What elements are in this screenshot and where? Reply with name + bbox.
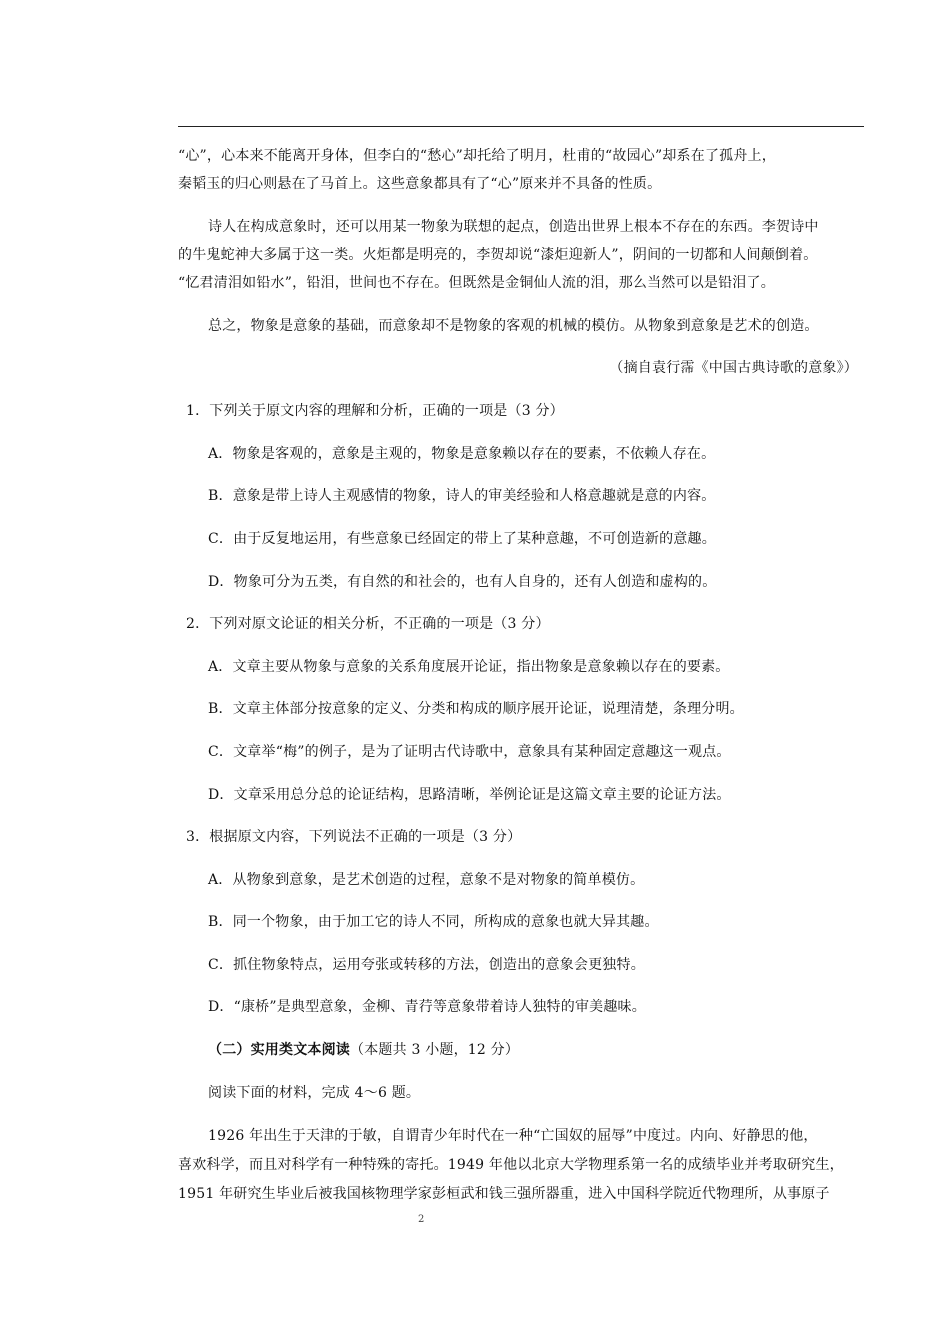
passage-line: 的牛鬼蛇神大多属于这一类。火炬都是明亮的，李贺却说“漆炬迎新人”，阴间的一切都和人间颠倒着。 [178,247,818,263]
passage-line: 总之，物象是意象的基础，而意象却不是物象的客观的机械的模仿。从物象到意象是艺术的创造。 [208,318,819,334]
question-option: A．文章主要从物象与意象的关系角度展开论证，指出物象是意象赖以存在的要素。 [208,659,730,675]
question-option: D．文章采用总分总的论证结构，思路清晰，举例论证是这篇文章主要的论证方法。 [208,787,731,803]
passage-line: 1951 年研究生毕业后被我国核物理学家彭桓武和钱三强所器重，进入中国科学院近代物理所，从事原子 [178,1186,830,1202]
passage-line: “心”，心本来不能离开身体，但李白的“愁心”却托给了明月，杜甫的“故园心”却系在了孤舟上， [178,148,776,164]
passage-line: 1926 年出生于天津的于敏，自谓青少年时代在一种“亡国奴的屈辱”中度过。内向、好静思的他， [208,1128,818,1144]
section-heading [208,1039,519,1059]
question-option: C．由于反复地运用，有些意象已经固定的带上了某种意趣，不可创造新的意趣。 [208,531,716,547]
question-option: B．同一个物象，由于加工它的诗人不同，所构成的意象也就大异其趣。 [208,914,659,930]
section-heading-bold: （二）实用类文本阅读 [208,1042,350,1058]
section-instruction: 阅读下面的材料，完成 4～6 题。 [208,1085,421,1101]
passage-line: 诗人在构成意象时，还可以用某一物象为联想的起点，创造出世界上根本不存在的东西。李贺诗中 [208,219,819,235]
passage-line: “忆君清泪如铅水”，铅泪，世间也不存在。但既然是金铜仙人流的泪，那么当然可以是铅泪了。 [178,275,775,291]
question-stem: 2．下列对原文论证的相关分析，不正确的一项是（3 分） [186,616,550,632]
question-option: B．意象是带上诗人主观感情的物象，诗人的审美经验和人格意趣就是意的内容。 [208,488,716,504]
question-option: A．从物象到意象，是艺术创造的过程，意象不是对物象的简单模仿。 [208,872,645,888]
question-stem: 1．下列关于原文内容的理解和分析，正确的一项是（3 分） [186,403,564,419]
question-stem: 3．根据原文内容，下列说法不正确的一项是（3 分） [186,829,522,845]
question-option: B．文章主体部分按意象的定义、分类和构成的顺序展开论证，说理清楚，条理分明。 [208,701,744,717]
question-option: C．抓住物象特点，运用夸张或转移的方法，创造出的意象会更独特。 [208,957,645,973]
question-option: C．文章举“梅”的例子，是为了证明古代诗歌中，意象具有某种固定意趣这一观点。 [208,744,731,760]
page-number: 2 [418,1214,425,1225]
question-option: D．物象可分为五类，有自然的和社会的，也有人自身的，还有人创造和虚构的。 [208,574,717,590]
question-option: A．物象是客观的，意象是主观的，物象是意象赖以存在的要素，不依赖人存在。 [208,446,716,462]
header-rule [178,126,864,127]
passage-source: （摘自袁行霈《中国古典诗歌的意象》） [609,360,858,376]
passage-line: 秦韬玉的归心则悬在了马首上。这些意象都具有了“心”原来并不具备的性质。 [178,176,662,192]
passage-line: 喜欢科学，而且对科学有一种特殊的寄托。1949 年他以北京大学物理系第一名的成绩毕业并考取研究生， [178,1157,844,1173]
section-heading-rest: （本题共 3 小题，12 分） [350,1042,520,1058]
question-option: D．“康桥”是典型意象，金柳、青荇等意象带着诗人独特的审美趣味。 [208,999,646,1015]
